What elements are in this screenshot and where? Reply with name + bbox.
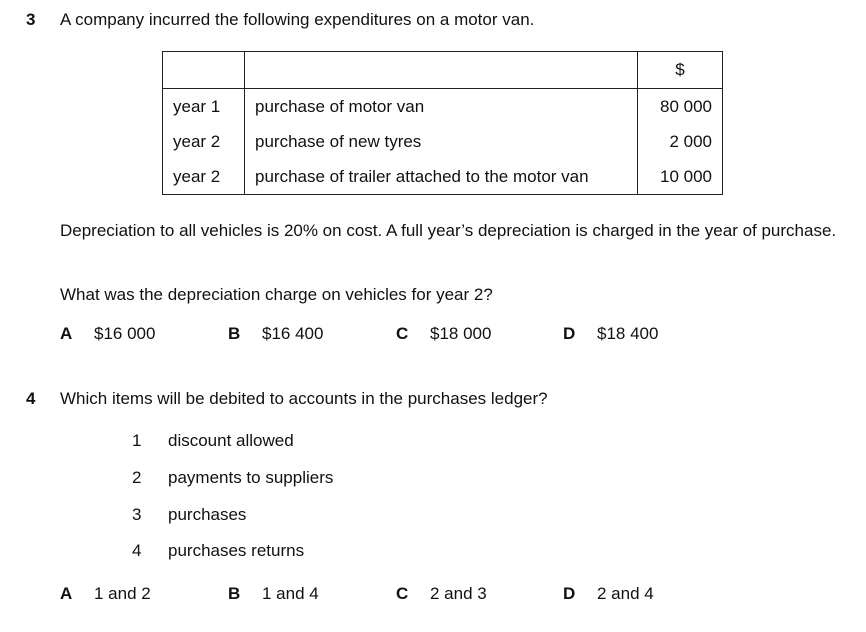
list-item [132, 505, 246, 525]
option-letter: A [60, 584, 73, 603]
question-4-number: 4 [26, 389, 36, 408]
expenditure-table [162, 51, 723, 195]
option-letter: B [228, 324, 241, 343]
question-3-number: 3 [26, 10, 36, 29]
option-text: $18 400 [597, 324, 659, 343]
table-header-row [163, 52, 723, 89]
list-item [132, 431, 294, 451]
item-number: 3 [132, 505, 142, 524]
amount-cell: 10 000 [638, 159, 723, 195]
amount-cell: 80 000 [638, 89, 723, 125]
q3-option-a[interactable] [60, 324, 155, 344]
q4-option-b[interactable] [228, 584, 319, 604]
table-row [163, 159, 723, 195]
q4-option-c[interactable] [396, 584, 487, 604]
table-row [163, 124, 723, 159]
item-number: 2 [132, 468, 142, 487]
option-text: $18 000 [430, 324, 492, 343]
item-number: 1 [132, 431, 142, 450]
option-text: 2 and 3 [430, 584, 487, 603]
option-text: $16 400 [262, 324, 324, 343]
depreciation-policy-text: Depreciation to all vehicles is 20% on cost. A full year’s depreciation is charged in the year of purchase. [60, 221, 837, 240]
item-text: payments to suppliers [168, 468, 334, 487]
year-header-cell [163, 52, 245, 89]
description-cell: purchase of motor van [245, 89, 638, 125]
option-letter: A [60, 324, 73, 343]
q4-option-d[interactable] [563, 584, 654, 604]
option-letter: C [396, 584, 409, 603]
item-text: discount allowed [168, 431, 294, 450]
option-letter: D [563, 584, 576, 603]
currency-header-cell: $ [638, 52, 723, 89]
year-cell: year 2 [163, 159, 245, 195]
item-text: purchases [168, 505, 247, 524]
q4-option-a[interactable] [60, 584, 151, 604]
option-text: 1 and 4 [262, 584, 319, 603]
question-3-question: What was the depreciation charge on vehicles for year 2? [60, 285, 493, 304]
option-letter: D [563, 324, 576, 343]
table-row [163, 89, 723, 125]
description-header-cell [245, 52, 638, 89]
list-item [132, 541, 304, 561]
list-item [132, 468, 333, 488]
item-text: purchases returns [168, 541, 305, 560]
q3-option-d[interactable] [563, 324, 658, 344]
item-number: 4 [132, 541, 142, 560]
q3-option-b[interactable] [228, 324, 323, 344]
option-text: 1 and 2 [94, 584, 151, 603]
option-text: 2 and 4 [597, 584, 654, 603]
description-cell: purchase of new tyres [245, 124, 638, 159]
q3-option-c[interactable] [396, 324, 491, 344]
option-text: $16 000 [94, 324, 156, 343]
description-cell: purchase of trailer attached to the motor van [245, 159, 638, 195]
question-4-question: Which items will be debited to accounts in the purchases ledger? [60, 389, 548, 408]
year-cell: year 2 [163, 124, 245, 159]
year-cell: year 1 [163, 89, 245, 125]
question-3-stem: A company incurred the following expenditures on a motor van. [60, 10, 535, 29]
option-letter: B [228, 584, 241, 603]
option-letter: C [396, 324, 409, 343]
amount-cell: 2 000 [638, 124, 723, 159]
